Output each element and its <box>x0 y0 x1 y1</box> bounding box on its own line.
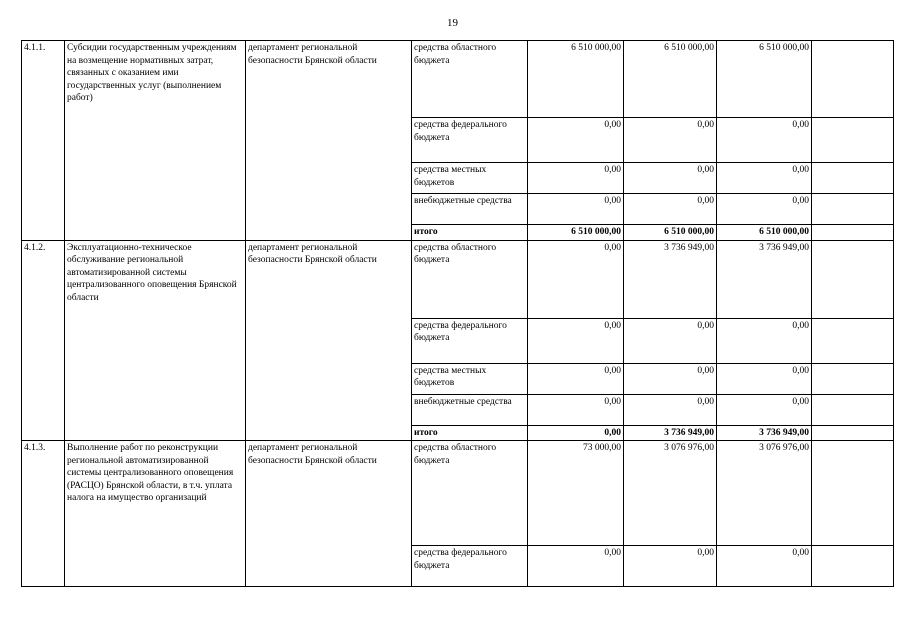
funding-source: средства федерального бюджета <box>412 118 528 163</box>
item-name: Эксплуатационно-техническое обслуживание региональной автоматизированной системы централизованного оповещения Брянской области <box>65 240 246 441</box>
funding-source: внебюджетные средства <box>412 394 528 425</box>
value-cell: 0,00 <box>528 363 624 394</box>
value-cell: 0,00 <box>624 394 717 425</box>
value-cell: 0,00 <box>624 318 717 363</box>
empty-cell <box>812 425 894 441</box>
empty-cell <box>812 163 894 194</box>
empty-cell <box>812 394 894 425</box>
item-name: Субсидии государственным учреждениям на возмещение нормативных затрат, связанных с оказанием ими государственных услуг (выполнением работ) <box>65 41 246 241</box>
value-cell: 0,00 <box>717 363 812 394</box>
funding-source: средства местных бюджетов <box>412 163 528 194</box>
value-cell: 0,00 <box>528 240 624 318</box>
table-row <box>22 441 894 546</box>
item-executor: департамент региональной безопасности Брянской области <box>246 240 412 441</box>
empty-cell <box>812 363 894 394</box>
value-cell: 6 510 000,00 <box>717 225 812 241</box>
funding-source: средства областного бюджета <box>412 441 528 546</box>
value-cell: 0,00 <box>528 118 624 163</box>
value-cell: 6 510 000,00 <box>624 41 717 118</box>
value-cell: 0,00 <box>528 425 624 441</box>
value-cell: 0,00 <box>528 163 624 194</box>
value-cell: 6 510 000,00 <box>624 225 717 241</box>
empty-cell <box>812 318 894 363</box>
item-number: 4.1.1. <box>22 41 65 241</box>
value-cell: 6 510 000,00 <box>528 41 624 118</box>
value-cell: 0,00 <box>528 194 624 225</box>
funding-source: средства областного бюджета <box>412 41 528 118</box>
empty-cell <box>812 546 894 587</box>
value-cell: 6 510 000,00 <box>717 41 812 118</box>
page-number: 19 <box>447 17 458 29</box>
empty-cell <box>812 118 894 163</box>
value-cell: 0,00 <box>624 546 717 587</box>
value-cell: 3 736 949,00 <box>717 425 812 441</box>
item-executor: департамент региональной безопасности Брянской области <box>246 41 412 241</box>
value-cell: 0,00 <box>528 394 624 425</box>
funding-source: средства федерального бюджета <box>412 546 528 587</box>
value-cell: 73 000,00 <box>528 441 624 546</box>
item-name: Выполнение работ по реконструкции региональной автоматизированной системы централизованного оповещения (РАСЦО) Брянской области, в т.ч. уплата налога на имущество организаций <box>65 441 246 587</box>
value-cell: 3 076 976,00 <box>717 441 812 546</box>
value-cell: 0,00 <box>717 318 812 363</box>
item-executor: департамент региональной безопасности Брянской области <box>246 441 412 587</box>
empty-cell <box>812 240 894 318</box>
value-cell: 0,00 <box>624 194 717 225</box>
value-cell: 0,00 <box>624 363 717 394</box>
value-cell: 0,00 <box>624 163 717 194</box>
value-cell: 0,00 <box>528 546 624 587</box>
item-number: 4.1.2. <box>22 240 65 441</box>
value-cell: 0,00 <box>717 194 812 225</box>
value-cell: 3 736 949,00 <box>624 240 717 318</box>
empty-cell <box>812 194 894 225</box>
value-cell: 0,00 <box>717 546 812 587</box>
value-cell: 3 736 949,00 <box>624 425 717 441</box>
value-cell: 0,00 <box>624 118 717 163</box>
value-cell: 6 510 000,00 <box>528 225 624 241</box>
empty-cell <box>812 441 894 546</box>
funding-source: внебюджетные средства <box>412 194 528 225</box>
funding-source: итого <box>412 425 528 441</box>
value-cell: 3 076 976,00 <box>624 441 717 546</box>
item-number: 4.1.3. <box>22 441 65 587</box>
value-cell: 0,00 <box>717 394 812 425</box>
funding-source: средства местных бюджетов <box>412 363 528 394</box>
table-row <box>22 41 894 118</box>
budget-table <box>21 40 894 587</box>
funding-source: итого <box>412 225 528 241</box>
empty-cell <box>812 41 894 118</box>
table-row <box>22 240 894 318</box>
value-cell: 0,00 <box>717 163 812 194</box>
funding-source: средства областного бюджета <box>412 240 528 318</box>
value-cell: 3 736 949,00 <box>717 240 812 318</box>
empty-cell <box>812 225 894 241</box>
value-cell: 0,00 <box>717 118 812 163</box>
value-cell: 0,00 <box>528 318 624 363</box>
funding-source: средства федерального бюджета <box>412 318 528 363</box>
